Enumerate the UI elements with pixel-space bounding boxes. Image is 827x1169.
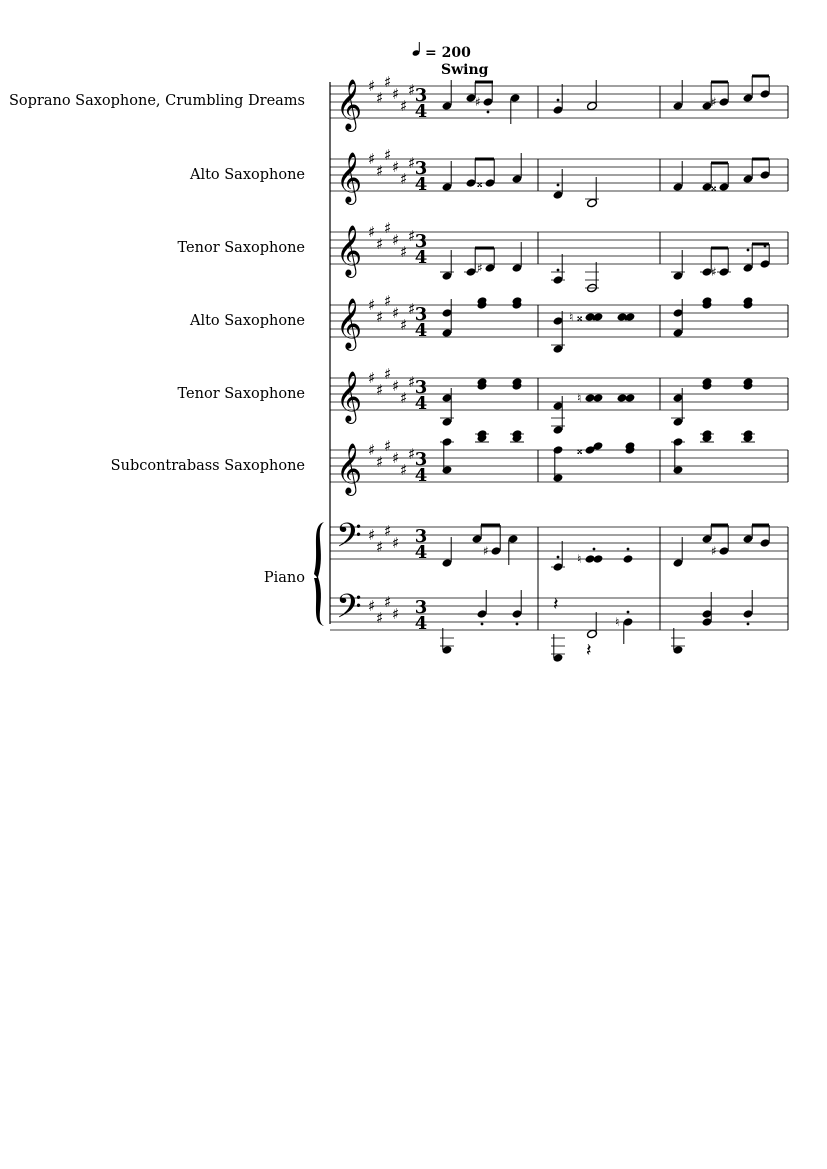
staff-label-tenor-1: Tenor Saxophone [177, 240, 305, 256]
time-sig-denominator: 4 [414, 247, 428, 268]
key-sharp-icon: ♯ [368, 441, 376, 459]
key-sharp-icon: ♯ [400, 389, 408, 407]
sharp-icon: ♯ [483, 544, 489, 558]
staccato-dot [514, 99, 517, 102]
sharp-icon: ♯ [475, 95, 481, 109]
sharp-icon: ♯ [711, 265, 717, 279]
staff-label-soprano: Soprano Saxophone, Crumbling Dreams [8, 93, 305, 109]
double-sharp-icon: 𝄪 [577, 443, 583, 457]
time-sig-numerator: 3 [414, 85, 428, 106]
staccato-dot [706, 611, 709, 614]
staccato-dot [516, 302, 519, 305]
key-sharp-icon: ♯ [376, 538, 384, 556]
key-sharp-icon: ♯ [368, 526, 376, 544]
treble-clef-icon: 𝄞 [336, 443, 363, 494]
key-sharp-icon: ♯ [408, 227, 416, 245]
treble-clef-icon: 𝄞 [336, 79, 363, 130]
time-sig-denominator: 4 [414, 320, 428, 341]
key-sharp-icon: ♯ [368, 296, 376, 314]
staccato-dot [557, 322, 560, 325]
key-sharp-icon: ♯ [376, 609, 384, 627]
staff-label-subcontrabass: Subcontrabass Saxophone [110, 458, 305, 474]
key-sharp-icon: ♯ [368, 597, 376, 615]
staccato-dot [764, 95, 767, 98]
key-sharp-icon: ♯ [376, 235, 384, 253]
staccato-dot [481, 439, 484, 442]
staccato-dot [747, 249, 750, 252]
staccato-dot [747, 99, 750, 102]
staff-label-alto-2: Alto Saxophone [189, 313, 305, 329]
time-sig-numerator: 3 [414, 597, 428, 618]
key-sharp-icon: ♯ [368, 77, 376, 95]
staccato-dot [627, 548, 630, 551]
bass-clef-icon: 𝄢 [336, 517, 362, 563]
double-sharp-icon: 𝄪 [711, 180, 717, 194]
key-sharp-icon: ♯ [368, 150, 376, 168]
notes-layer [440, 76, 770, 663]
treble-clef-icon: 𝄞 [336, 371, 363, 422]
notehead [442, 465, 453, 475]
tempo-marking [412, 42, 489, 78]
key-sharp-icon: ♯ [384, 437, 392, 455]
key-sharp-icon: ♯ [384, 73, 392, 91]
staccato-dot [516, 383, 519, 386]
staccato-dot [557, 99, 560, 102]
key-sharp-icon: ♯ [384, 146, 392, 164]
key-sharp-icon: ♯ [392, 158, 400, 176]
key-sharp-icon: ♯ [400, 461, 408, 479]
key-sharp-icon: ♯ [392, 377, 400, 395]
key-sharp-icon: ♯ [392, 605, 400, 623]
time-sig-denominator: 4 [414, 542, 428, 563]
tempo-style: Swing [441, 62, 489, 78]
key-sharp-icon: ♯ [392, 85, 400, 103]
time-sig-numerator: 3 [414, 231, 428, 252]
time-sig-numerator: 3 [414, 304, 428, 325]
piano-brace [314, 522, 324, 626]
key-sharp-icon: ♯ [408, 154, 416, 172]
key-sharp-icon: ♯ [376, 381, 384, 399]
staccato-dot [557, 184, 560, 187]
staccato-dot [747, 180, 750, 183]
staccato-dot [747, 623, 750, 626]
key-sharp-icon: ♯ [384, 292, 392, 310]
staccato-dot [747, 302, 750, 305]
staccato-dot [627, 611, 630, 614]
staccato-dot [516, 623, 519, 626]
staff-label-piano: Piano [263, 570, 305, 586]
time-sig-numerator: 3 [414, 449, 428, 470]
staccato-dot [593, 447, 596, 450]
time-sig-denominator: 4 [414, 174, 428, 195]
notehead [553, 473, 564, 483]
staccato-dot [747, 383, 750, 386]
key-sharp-icon: ♯ [376, 162, 384, 180]
staccato-dot [481, 623, 484, 626]
staccato-dot [516, 439, 519, 442]
staccato-dot [764, 544, 767, 547]
treble-clef-icon: 𝄞 [336, 225, 363, 276]
key-sharp-icon: ♯ [376, 308, 384, 326]
staccato-dot [629, 447, 632, 450]
key-sharp-icon: ♯ [400, 170, 408, 188]
key-sharp-icon: ♯ [408, 445, 416, 463]
notehead [625, 393, 636, 403]
staccato-dot [625, 318, 628, 321]
time-sig-denominator: 4 [414, 101, 428, 122]
staccato-dot [487, 111, 490, 114]
sharp-icon: ♯ [711, 95, 717, 109]
quarter-rest-icon: 𝄽 [586, 640, 592, 661]
staccato-dot [593, 548, 596, 551]
key-sharp-icon: ♯ [392, 231, 400, 249]
staccato-dot [557, 556, 560, 559]
tempo-bpm: = 200 [425, 45, 471, 61]
time-sig-numerator: 3 [414, 377, 428, 398]
key-sharp-icon: ♯ [392, 304, 400, 322]
key-sharp-icon: ♯ [376, 89, 384, 107]
time-sig-denominator: 4 [414, 613, 428, 634]
key-sharp-icon: ♯ [384, 522, 392, 540]
key-sharp-icon: ♯ [376, 453, 384, 471]
time-sig-denominator: 4 [414, 393, 428, 414]
treble-clef-icon: 𝄞 [336, 152, 363, 203]
natural-icon: ♮ [577, 391, 582, 405]
key-sharp-icon: ♯ [392, 534, 400, 552]
notehead [593, 393, 604, 403]
key-sharp-icon: ♯ [408, 300, 416, 318]
key-sharp-icon: ♯ [384, 219, 392, 237]
double-sharp-icon: 𝄪 [477, 176, 483, 190]
staff-label-alto-1: Alto Saxophone [189, 167, 305, 183]
staccato-dot [481, 302, 484, 305]
sharp-icon: ♯ [477, 261, 483, 275]
staccato-dot [764, 176, 767, 179]
staccato-dot [706, 383, 709, 386]
key-sharp-icon: ♯ [368, 369, 376, 387]
quarter-rest-icon: 𝄽 [553, 594, 559, 615]
time-sig-denominator: 4 [414, 465, 428, 486]
bass-clef-icon: 𝄢 [336, 588, 362, 634]
key-sharp-icon: ♯ [400, 97, 408, 115]
treble-clef-icon: 𝄞 [336, 298, 363, 349]
key-sharp-icon: ♯ [400, 316, 408, 334]
staccato-dot [706, 302, 709, 305]
key-sharp-icon: ♯ [368, 223, 376, 241]
time-sig-numerator: 3 [414, 158, 428, 179]
staccato-dot [706, 439, 709, 442]
staccato-dot [557, 269, 560, 272]
natural-icon: ♮ [615, 615, 620, 629]
natural-icon: ♮ [569, 310, 574, 324]
key-sharp-icon: ♯ [408, 373, 416, 391]
sharp-icon: ♯ [711, 544, 717, 558]
key-sharp-icon: ♯ [384, 593, 392, 611]
staccato-dot [481, 383, 484, 386]
staff-label-tenor-2: Tenor Saxophone [177, 386, 305, 402]
notehead [673, 465, 684, 475]
key-sharp-icon: ♯ [400, 243, 408, 261]
double-sharp-icon: 𝄪 [577, 310, 583, 324]
staccato-dot [747, 439, 750, 442]
staccato-dot [747, 540, 750, 543]
natural-icon: ♮ [577, 552, 582, 566]
time-sig-numerator: 3 [414, 526, 428, 547]
key-sharp-icon: ♯ [384, 365, 392, 383]
staff-lines [330, 73, 788, 634]
key-sharp-icon: ♯ [408, 81, 416, 99]
key-sharp-icon: ♯ [392, 449, 400, 467]
staccato-dot [593, 318, 596, 321]
